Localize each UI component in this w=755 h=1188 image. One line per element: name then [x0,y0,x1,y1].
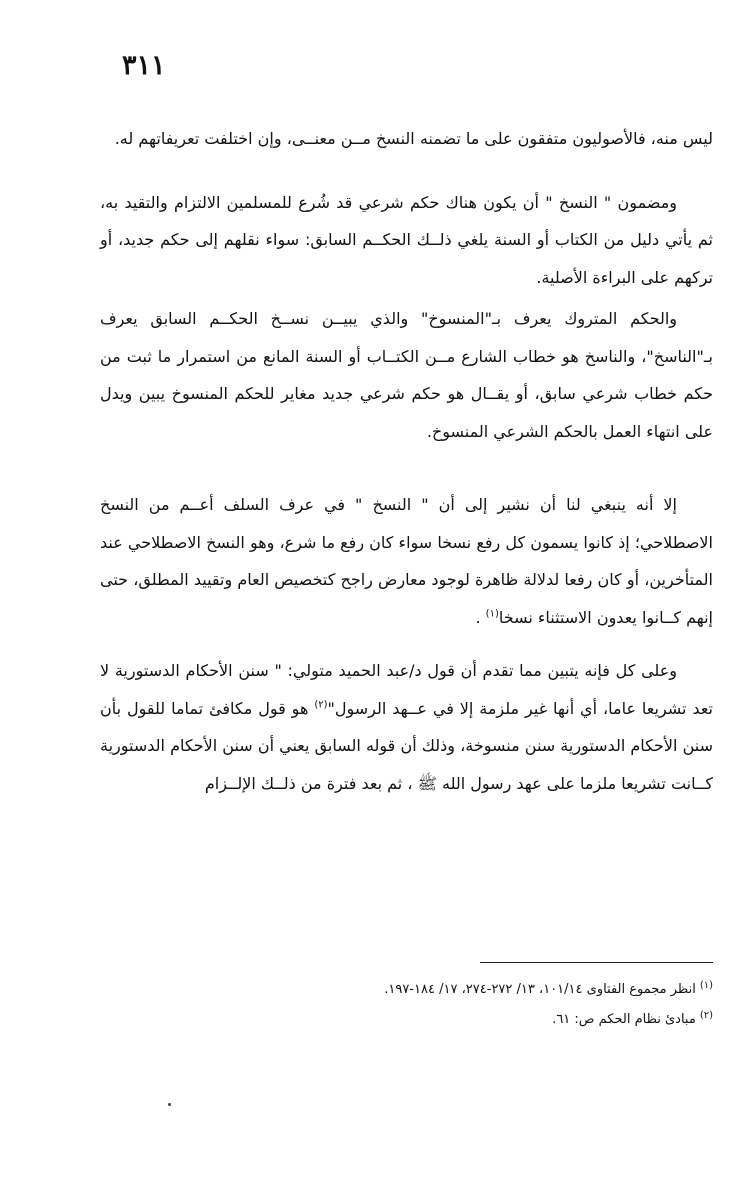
footnote-ref-2[interactable]: (٢) [314,699,328,711]
footnote-1-marker: (١) [699,979,713,991]
paragraph-1 [100,120,713,158]
footnote-1 [160,975,713,1005]
paragraph-5-text: وعلى كل فإنه يتبين مما تقدم أن قول د/عبد الحميد متولي: " سنن الأحكام الدستورية لا تعد تشريعا عاما، أي أنها غير ملزمة إلا في عــهد الرسول" [100,661,714,718]
paragraph-4 [100,486,713,636]
paragraph-3-text: والحكم المتروك يعرف بـ"المنسوخ" والذي يبيــن نســخ الحكــم السابق يعرف بـ"الناسخ"، والناسخ هو خطاب الشارع مــن الكتــاب أو السنة المانع من استمرار ما ثبت من حكم خطاب شرعي سابق، أو يقــال هو حكم شرعي جديد مغاير للحكم المنسوخ يبين ويدل على انتهاء العمل بالحكم الشرعي المنسوخ. [100,309,713,441]
page-number: ٣١١ [122,50,166,81]
footnotes [160,975,713,1035]
body-text [100,120,713,802]
footnote-2-text: مبادئ نظام الحكم ص: ٦١. [552,1012,696,1027]
footnote-2 [160,1005,713,1035]
paragraph-5 [100,652,713,802]
paragraph-5-tail: هو قول مكافئ تماما للقول بأن سنن الأحكام الدستورية سنن منسوخة، وذلك أن قوله السابق يعني أن سنن الأحكام الدستورية كــانت تشريعا ملزما على عهد رسول الله ﷺ ، ثم بعد فترة من ذلــك الإلــزام [100,698,713,793]
footnote-separator [480,962,713,963]
paragraph-2 [100,184,713,297]
paragraph-3 [100,300,713,450]
footnote-ref-1[interactable]: (١) [485,608,499,620]
footnote-2-marker: (٢) [699,1009,713,1021]
footnote-1-text: انظر مجموع الفتاوى ١٠١/١٤، ١٣/ ٢٧٢-٢٧٤، ١٧/ ١٨٤-١٩٧. [384,982,696,997]
scan-speck [168,1103,171,1106]
paragraph-2-text: ومضمون " النسخ " أن يكون هناك حكم شرعي قد شُرع للمسلمين الالتزام والتقيد به، ثم يأتي دليل من الكتاب أو السنة يلغي ذلــك الحكــم السابق: سواء نقلهم إلى حكم جديد، أو تركهم على البراءة الأصلية. [100,192,713,287]
paragraph-4-text: إلا أنه ينبغي لنا أن نشير إلى أن " النسخ " في عرف السلف أعــم من النسخ الاصطلاحي؛ إذ كانوا يسمون كل رفع نسخا سواء كان رفع ما شرع، وهو النسخ الاصطلاحي عند المتأخرين، أو كان رفعا لدلالة ظاهرة لوجود معارض راجح كتخصيص العام وتقييد المطلق، حتى إنهم كــانوا يعدون الاستثناء نسخا [100,495,713,627]
paragraph-1-text: ليس منه، فالأصوليون متفقون على ما تضمنه النسخ مــن معنــى، وإن اختلفت تعريفاتهم له. [114,129,713,148]
paragraph-4-tail: . [475,607,486,627]
